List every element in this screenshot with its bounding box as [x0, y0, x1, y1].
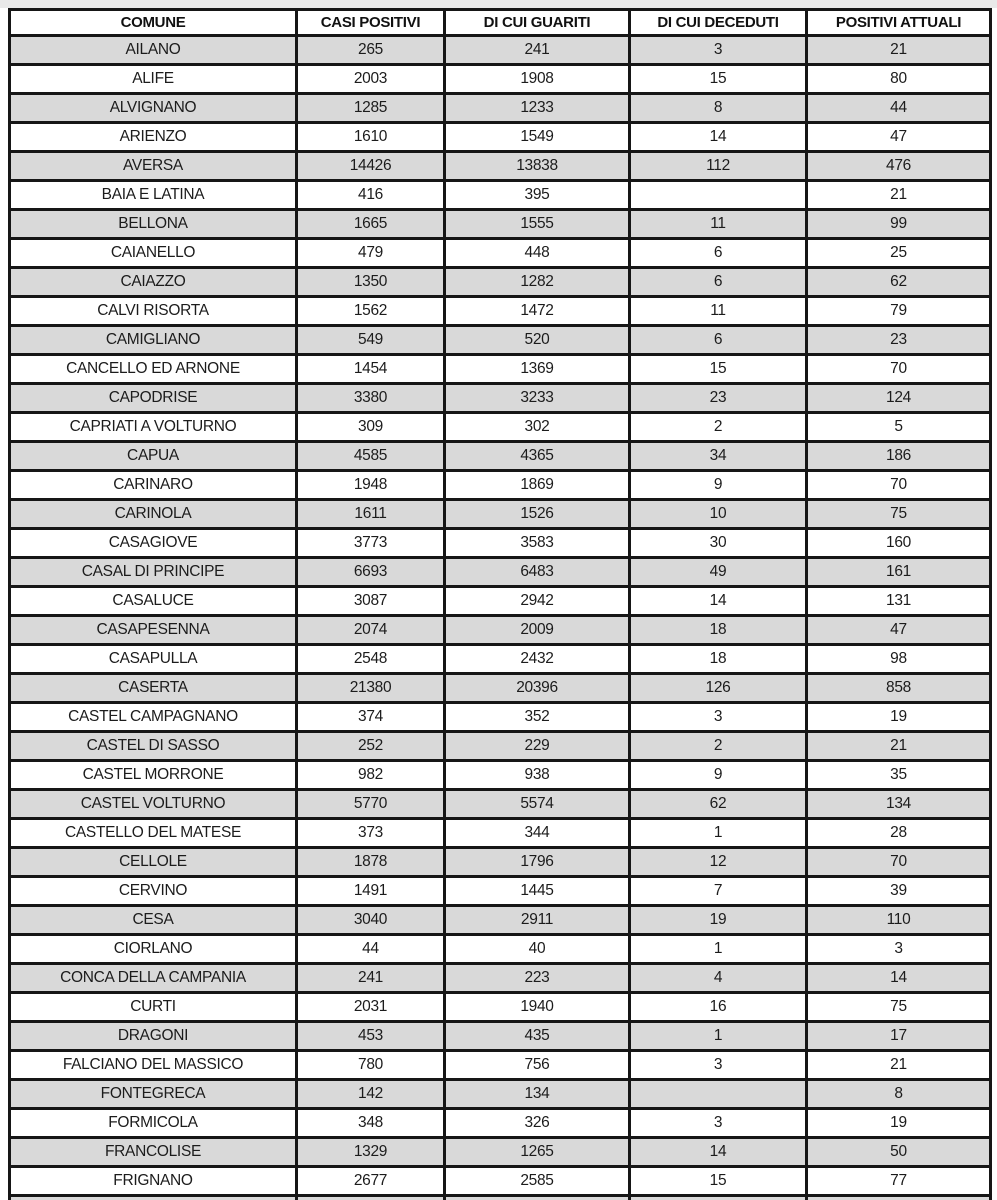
cell-positivi-attuali: 186	[807, 442, 991, 471]
cell-di-cui-deceduti: 10	[630, 500, 807, 529]
cell-casi-positivi: 453	[297, 1022, 445, 1051]
cell-comune: CERVINO	[10, 877, 297, 906]
table-row	[10, 906, 991, 935]
cell-di-cui-deceduti: 49	[630, 558, 807, 587]
table-row	[10, 1051, 991, 1080]
cell-positivi-attuali: 5	[807, 413, 991, 442]
cell-di-cui-deceduti: 6	[630, 326, 807, 355]
cell-di-cui-guariti: 448	[445, 239, 630, 268]
cell-comune: CASTEL DI SASSO	[10, 732, 297, 761]
cell-comune: CASAGIOVE	[10, 529, 297, 558]
cell-casi-positivi: 3087	[297, 587, 445, 616]
cell-comune: FRIGNANO	[10, 1167, 297, 1196]
cell-comune: CARINARO	[10, 471, 297, 500]
cell-casi-positivi: 1878	[297, 848, 445, 877]
cell-comune: CASERTA	[10, 674, 297, 703]
cell-casi-positivi: 3380	[297, 384, 445, 413]
header-row	[10, 10, 991, 36]
table-row	[10, 355, 991, 384]
table-row	[10, 65, 991, 94]
cell-empty	[445, 1196, 630, 1200]
cell-positivi-attuali: 35	[807, 761, 991, 790]
cell-di-cui-guariti: 1869	[445, 471, 630, 500]
cell-casi-positivi: 1665	[297, 210, 445, 239]
cell-di-cui-guariti: 1549	[445, 123, 630, 152]
cell-positivi-attuali: 124	[807, 384, 991, 413]
cell-di-cui-guariti: 4365	[445, 442, 630, 471]
cell-casi-positivi: 1491	[297, 877, 445, 906]
cell-casi-positivi: 309	[297, 413, 445, 442]
table-row	[10, 1109, 991, 1138]
cell-di-cui-guariti: 520	[445, 326, 630, 355]
cell-di-cui-guariti: 1265	[445, 1138, 630, 1167]
cell-di-cui-guariti: 1445	[445, 877, 630, 906]
cell-casi-positivi: 4585	[297, 442, 445, 471]
table-row	[10, 36, 991, 65]
cell-positivi-attuali: 44	[807, 94, 991, 123]
cell-di-cui-deceduti: 1	[630, 935, 807, 964]
cell-positivi-attuali: 161	[807, 558, 991, 587]
table-row-partial	[10, 1196, 991, 1200]
table-row	[10, 790, 991, 819]
cell-di-cui-deceduti: 15	[630, 355, 807, 384]
cell-di-cui-deceduti: 3	[630, 1051, 807, 1080]
cell-di-cui-deceduti: 7	[630, 877, 807, 906]
cell-di-cui-guariti: 756	[445, 1051, 630, 1080]
cell-empty	[10, 1196, 297, 1200]
cell-di-cui-guariti: 13838	[445, 152, 630, 181]
cell-comune: CELLOLE	[10, 848, 297, 877]
cell-di-cui-deceduti: 4	[630, 964, 807, 993]
cell-di-cui-guariti: 134	[445, 1080, 630, 1109]
comuni-covid-table	[8, 8, 992, 1200]
cell-di-cui-guariti: 1472	[445, 297, 630, 326]
cell-casi-positivi: 416	[297, 181, 445, 210]
cell-comune: FORMICOLA	[10, 1109, 297, 1138]
cell-positivi-attuali: 14	[807, 964, 991, 993]
cell-comune: CASALUCE	[10, 587, 297, 616]
cell-comune: CASTEL VOLTURNO	[10, 790, 297, 819]
table-row	[10, 819, 991, 848]
cell-positivi-attuali: 25	[807, 239, 991, 268]
table-row	[10, 703, 991, 732]
cell-di-cui-deceduti: 112	[630, 152, 807, 181]
cell-di-cui-guariti: 1233	[445, 94, 630, 123]
cell-di-cui-guariti: 302	[445, 413, 630, 442]
cell-comune: BAIA E LATINA	[10, 181, 297, 210]
cell-comune: CASAL DI PRINCIPE	[10, 558, 297, 587]
cell-di-cui-deceduti: 30	[630, 529, 807, 558]
cell-comune: CARINOLA	[10, 500, 297, 529]
cell-positivi-attuali: 70	[807, 848, 991, 877]
cell-positivi-attuali: 79	[807, 297, 991, 326]
cell-positivi-attuali: 21	[807, 36, 991, 65]
table-row	[10, 877, 991, 906]
table-row	[10, 848, 991, 877]
column-header-di-cui-deceduti: DI CUI DECEDUTI	[630, 10, 807, 36]
cell-casi-positivi: 1562	[297, 297, 445, 326]
cell-di-cui-guariti: 1796	[445, 848, 630, 877]
cell-di-cui-deceduti: 9	[630, 761, 807, 790]
cell-positivi-attuali: 8	[807, 1080, 991, 1109]
table-row	[10, 587, 991, 616]
cell-comune: ALVIGNANO	[10, 94, 297, 123]
cell-positivi-attuali: 75	[807, 500, 991, 529]
cell-comune: CAMIGLIANO	[10, 326, 297, 355]
cell-di-cui-deceduti: 11	[630, 210, 807, 239]
cell-di-cui-guariti: 435	[445, 1022, 630, 1051]
cell-di-cui-deceduti: 23	[630, 384, 807, 413]
cell-comune: AILANO	[10, 36, 297, 65]
cell-di-cui-deceduti: 8	[630, 94, 807, 123]
cell-di-cui-deceduti: 3	[630, 703, 807, 732]
table-row	[10, 732, 991, 761]
table-row	[10, 442, 991, 471]
cell-positivi-attuali: 77	[807, 1167, 991, 1196]
table-row	[10, 1138, 991, 1167]
cell-casi-positivi: 1329	[297, 1138, 445, 1167]
cell-di-cui-deceduti: 18	[630, 645, 807, 674]
cell-positivi-attuali: 75	[807, 993, 991, 1022]
cell-casi-positivi: 1610	[297, 123, 445, 152]
table-row	[10, 645, 991, 674]
column-header-comune: COMUNE	[10, 10, 297, 36]
cell-di-cui-deceduti: 11	[630, 297, 807, 326]
cell-di-cui-deceduti	[630, 181, 807, 210]
table-row	[10, 558, 991, 587]
cell-positivi-attuali: 39	[807, 877, 991, 906]
cell-casi-positivi: 348	[297, 1109, 445, 1138]
cell-di-cui-deceduti: 2	[630, 732, 807, 761]
cell-casi-positivi: 780	[297, 1051, 445, 1080]
cell-di-cui-guariti: 2009	[445, 616, 630, 645]
cell-comune: CAPUA	[10, 442, 297, 471]
cell-di-cui-guariti: 1940	[445, 993, 630, 1022]
cell-casi-positivi: 2677	[297, 1167, 445, 1196]
cell-di-cui-deceduti: 15	[630, 65, 807, 94]
cell-di-cui-deceduti: 1	[630, 1022, 807, 1051]
cell-di-cui-guariti: 2942	[445, 587, 630, 616]
cell-comune: CONCA DELLA CAMPANIA	[10, 964, 297, 993]
cell-casi-positivi: 373	[297, 819, 445, 848]
cell-casi-positivi: 2031	[297, 993, 445, 1022]
cell-comune: CAPRIATI A VOLTURNO	[10, 413, 297, 442]
table-body	[10, 36, 991, 1200]
cell-di-cui-guariti: 2911	[445, 906, 630, 935]
cell-positivi-attuali: 80	[807, 65, 991, 94]
cell-di-cui-deceduti: 14	[630, 123, 807, 152]
table-row	[10, 1022, 991, 1051]
cell-positivi-attuali: 47	[807, 123, 991, 152]
cell-comune: CAIAZZO	[10, 268, 297, 297]
cell-di-cui-deceduti: 15	[630, 1167, 807, 1196]
cell-positivi-attuali: 160	[807, 529, 991, 558]
table-row	[10, 471, 991, 500]
cell-casi-positivi: 6693	[297, 558, 445, 587]
cell-positivi-attuali: 50	[807, 1138, 991, 1167]
cell-comune: FRANCOLISE	[10, 1138, 297, 1167]
cell-di-cui-guariti: 1555	[445, 210, 630, 239]
cell-di-cui-guariti: 326	[445, 1109, 630, 1138]
cell-casi-positivi: 44	[297, 935, 445, 964]
cell-empty	[630, 1196, 807, 1200]
cell-casi-positivi: 1454	[297, 355, 445, 384]
cell-di-cui-deceduti: 1	[630, 819, 807, 848]
cell-positivi-attuali: 134	[807, 790, 991, 819]
table-row	[10, 123, 991, 152]
table-row	[10, 529, 991, 558]
table-row	[10, 384, 991, 413]
cell-comune: CIORLANO	[10, 935, 297, 964]
cell-comune: CASTEL CAMPAGNANO	[10, 703, 297, 732]
cell-positivi-attuali: 70	[807, 471, 991, 500]
table-row	[10, 935, 991, 964]
cell-positivi-attuali: 23	[807, 326, 991, 355]
cell-casi-positivi: 982	[297, 761, 445, 790]
cell-comune: FALCIANO DEL MASSICO	[10, 1051, 297, 1080]
column-header-casi-positivi: CASI POSITIVI	[297, 10, 445, 36]
cell-positivi-attuali: 98	[807, 645, 991, 674]
cell-comune: CAPODRISE	[10, 384, 297, 413]
cell-casi-positivi: 1350	[297, 268, 445, 297]
cell-di-cui-guariti: 1908	[445, 65, 630, 94]
cell-di-cui-deceduti: 18	[630, 616, 807, 645]
cell-di-cui-deceduti: 12	[630, 848, 807, 877]
cell-di-cui-guariti: 352	[445, 703, 630, 732]
column-header-positivi-attuali: POSITIVI ATTUALI	[807, 10, 991, 36]
table-header	[10, 10, 991, 36]
table-row	[10, 674, 991, 703]
cell-di-cui-guariti: 223	[445, 964, 630, 993]
table-row	[10, 326, 991, 355]
cell-comune: CURTI	[10, 993, 297, 1022]
cell-positivi-attuali: 21	[807, 1051, 991, 1080]
cell-di-cui-deceduti: 14	[630, 1138, 807, 1167]
cell-di-cui-guariti: 1369	[445, 355, 630, 384]
table-row	[10, 761, 991, 790]
table-row	[10, 993, 991, 1022]
cell-positivi-attuali: 21	[807, 181, 991, 210]
cell-casi-positivi: 479	[297, 239, 445, 268]
cell-casi-positivi: 2548	[297, 645, 445, 674]
cell-positivi-attuali: 110	[807, 906, 991, 935]
cell-comune: ALIFE	[10, 65, 297, 94]
cell-di-cui-deceduti: 3	[630, 36, 807, 65]
cell-casi-positivi: 252	[297, 732, 445, 761]
cell-di-cui-guariti: 6483	[445, 558, 630, 587]
cell-di-cui-guariti: 229	[445, 732, 630, 761]
cell-comune: ARIENZO	[10, 123, 297, 152]
page-top-margin	[0, 0, 997, 8]
cell-di-cui-guariti: 395	[445, 181, 630, 210]
cell-di-cui-deceduti: 6	[630, 239, 807, 268]
cell-di-cui-deceduti: 14	[630, 587, 807, 616]
cell-comune: CALVI RISORTA	[10, 297, 297, 326]
cell-di-cui-deceduti: 126	[630, 674, 807, 703]
cell-empty	[297, 1196, 445, 1200]
cell-casi-positivi: 142	[297, 1080, 445, 1109]
cell-positivi-attuali: 131	[807, 587, 991, 616]
cell-positivi-attuali: 21	[807, 732, 991, 761]
table-row	[10, 268, 991, 297]
cell-empty	[807, 1196, 991, 1200]
cell-di-cui-guariti: 20396	[445, 674, 630, 703]
cell-comune: CASTELLO DEL MATESE	[10, 819, 297, 848]
table-row	[10, 616, 991, 645]
cell-di-cui-guariti: 3583	[445, 529, 630, 558]
cell-di-cui-deceduti	[630, 1080, 807, 1109]
cell-di-cui-deceduti: 16	[630, 993, 807, 1022]
table-row	[10, 239, 991, 268]
table-row	[10, 181, 991, 210]
table-row	[10, 210, 991, 239]
cell-comune: CANCELLO ED ARNONE	[10, 355, 297, 384]
cell-comune: CASTEL MORRONE	[10, 761, 297, 790]
cell-positivi-attuali: 19	[807, 703, 991, 732]
cell-di-cui-guariti: 1282	[445, 268, 630, 297]
cell-di-cui-guariti: 5574	[445, 790, 630, 819]
table-row	[10, 1080, 991, 1109]
column-header-di-cui-guariti: DI CUI GUARITI	[445, 10, 630, 36]
cell-di-cui-deceduti: 3	[630, 1109, 807, 1138]
cell-di-cui-deceduti: 6	[630, 268, 807, 297]
cell-comune: CASAPESENNA	[10, 616, 297, 645]
table-row	[10, 500, 991, 529]
table-row	[10, 413, 991, 442]
table-row	[10, 1167, 991, 1196]
cell-positivi-attuali: 28	[807, 819, 991, 848]
cell-casi-positivi: 241	[297, 964, 445, 993]
cell-comune: DRAGONI	[10, 1022, 297, 1051]
cell-positivi-attuali: 70	[807, 355, 991, 384]
cell-casi-positivi: 2003	[297, 65, 445, 94]
cell-di-cui-guariti: 241	[445, 36, 630, 65]
cell-casi-positivi: 549	[297, 326, 445, 355]
cell-di-cui-deceduti: 2	[630, 413, 807, 442]
cell-comune: FONTEGRECA	[10, 1080, 297, 1109]
cell-positivi-attuali: 99	[807, 210, 991, 239]
cell-comune: AVERSA	[10, 152, 297, 181]
cell-casi-positivi: 374	[297, 703, 445, 732]
cell-positivi-attuali: 19	[807, 1109, 991, 1138]
cell-di-cui-guariti: 2585	[445, 1167, 630, 1196]
cell-di-cui-deceduti: 9	[630, 471, 807, 500]
cell-di-cui-guariti: 3233	[445, 384, 630, 413]
cell-casi-positivi: 1285	[297, 94, 445, 123]
table-row	[10, 152, 991, 181]
cell-positivi-attuali: 858	[807, 674, 991, 703]
cell-comune: CAIANELLO	[10, 239, 297, 268]
cell-casi-positivi: 3773	[297, 529, 445, 558]
cell-comune: BELLONA	[10, 210, 297, 239]
cell-casi-positivi: 21380	[297, 674, 445, 703]
cell-di-cui-guariti: 40	[445, 935, 630, 964]
cell-casi-positivi: 1611	[297, 500, 445, 529]
cell-casi-positivi: 5770	[297, 790, 445, 819]
cell-casi-positivi: 2074	[297, 616, 445, 645]
cell-casi-positivi: 1948	[297, 471, 445, 500]
cell-comune: CESA	[10, 906, 297, 935]
table-row	[10, 297, 991, 326]
cell-casi-positivi: 14426	[297, 152, 445, 181]
cell-positivi-attuali: 17	[807, 1022, 991, 1051]
cell-positivi-attuali: 476	[807, 152, 991, 181]
cell-di-cui-deceduti: 19	[630, 906, 807, 935]
cell-di-cui-guariti: 1526	[445, 500, 630, 529]
table-row	[10, 94, 991, 123]
cell-casi-positivi: 3040	[297, 906, 445, 935]
cell-di-cui-deceduti: 34	[630, 442, 807, 471]
cell-di-cui-guariti: 344	[445, 819, 630, 848]
cell-positivi-attuali: 47	[807, 616, 991, 645]
cell-positivi-attuali: 62	[807, 268, 991, 297]
table-row	[10, 964, 991, 993]
cell-di-cui-guariti: 2432	[445, 645, 630, 674]
cell-di-cui-guariti: 938	[445, 761, 630, 790]
cell-positivi-attuali: 3	[807, 935, 991, 964]
cell-casi-positivi: 265	[297, 36, 445, 65]
cell-comune: CASAPULLA	[10, 645, 297, 674]
cell-di-cui-deceduti: 62	[630, 790, 807, 819]
